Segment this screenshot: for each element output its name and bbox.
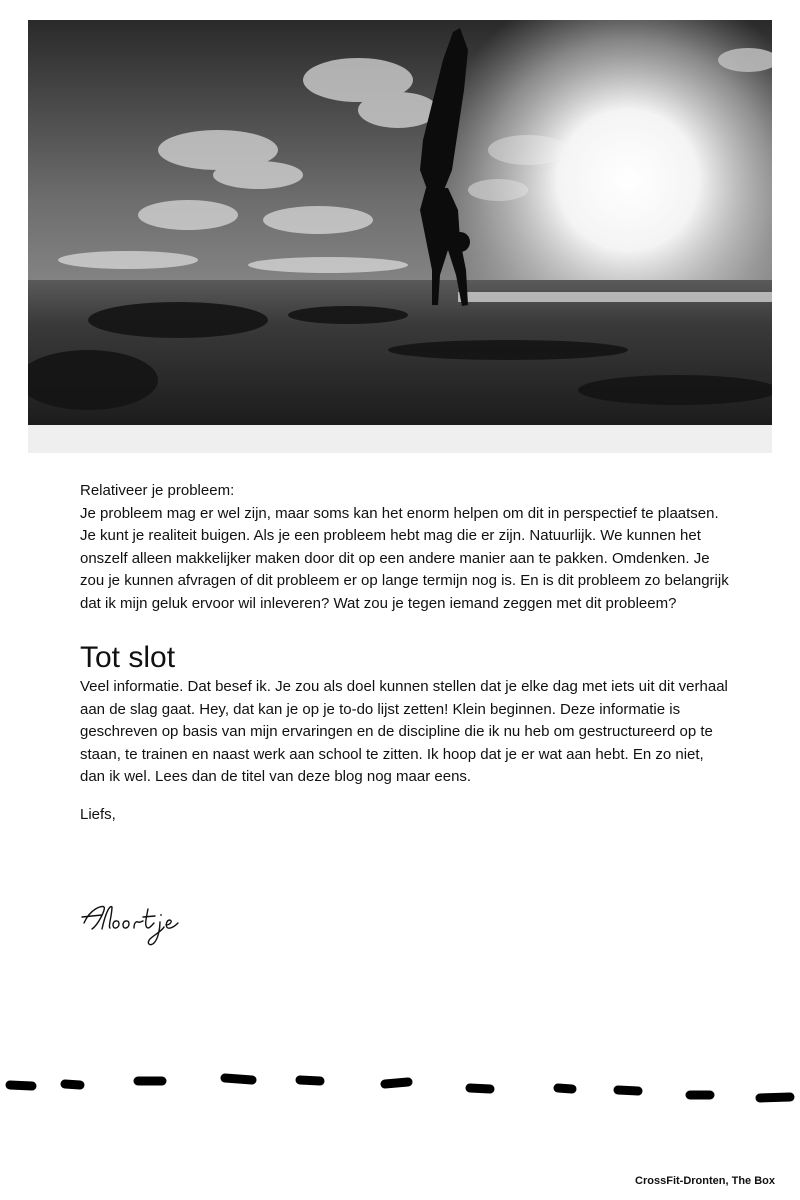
closing-line: Liefs, <box>80 805 116 823</box>
hero-photo <box>28 20 772 425</box>
section-heading: Tot slot <box>80 641 176 674</box>
hero-photo-frame <box>28 20 772 453</box>
final-paragraph: Veel informatie. Dat besef ik. Je zou als doel kunnen stellen dat je elke dag met iets uit dit verhaal aan de slag gaat. Hey, dat kan je op je to-do lijst zetten! Klein beginnen. Deze informatie is geschreven op basis van mijn ervaringen en de discipline die ik nu heb om gestructureerd op te staan, te trainen en naast werk aan school te zitten. Ik hoop dat je er wat aan hebt. En zo niet, dan ik wel. Lees dan de titel van deze blog nog maar eens. <box>80 678 728 785</box>
footer-credit: CrossFit-Dronten, The Box <box>635 1175 775 1187</box>
problem-label: Relativeer je probleem: <box>80 482 235 499</box>
dashed-divider <box>0 1060 800 1110</box>
article-body <box>80 480 730 826</box>
problem-paragraph: Je probleem mag er wel zijn, maar soms kan het enorm helpen om dit in perspectief te plaatsen. Je kunt je realiteit buigen. Als je een probleem hebt mag die er zijn. Natuurlijk. We kunnen het onszelf alleen makkelijker maken door dit op een andere manier aan te pakken. Omdenken. Je zou je kunnen afvragen of dit probleem er op lange termijn nog is. En is dit probleem zo belangrijk dat ik mijn geluk ervoor wil inleveren? Wat zou je tegen iemand zeggen met dit probleem? <box>80 504 729 612</box>
handwritten-signature <box>80 895 200 950</box>
